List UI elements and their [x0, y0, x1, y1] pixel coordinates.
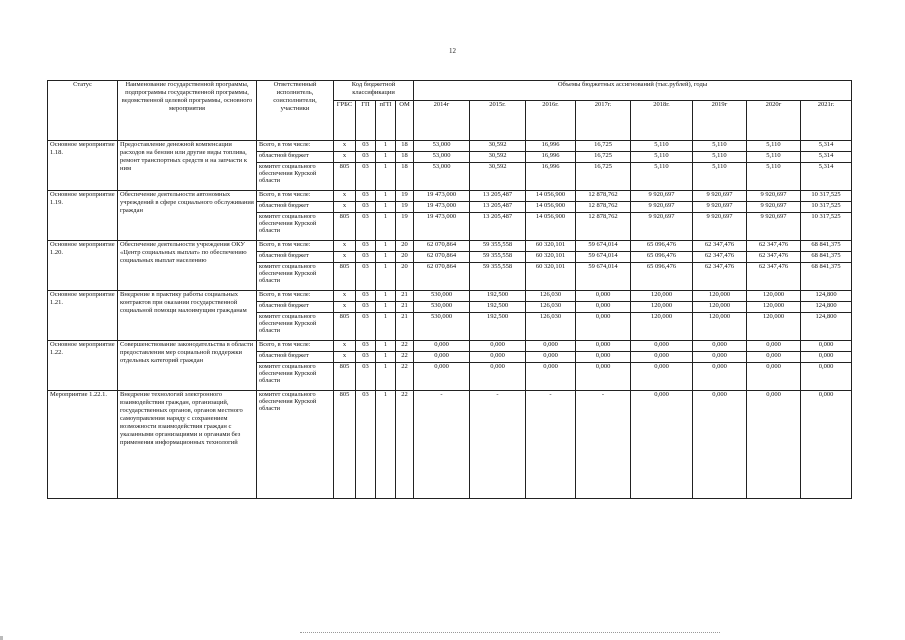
pgp-cell: 1 — [376, 352, 396, 363]
budget-value: 68 841,375 — [801, 252, 852, 263]
budget-value: 0,000 — [526, 352, 576, 363]
budget-value: 0,000 — [526, 341, 576, 352]
budget-value: 60 320,101 — [526, 263, 576, 291]
measure-name: Обеспечение деятельности учреждения ОКУ «Центр социальных выплат» по обеспечению социальных выплат населению — [118, 241, 257, 291]
budget-value: 53,000 — [414, 141, 470, 152]
budget-value: 10 317,525 — [801, 191, 852, 202]
budget-value: 30,592 — [470, 163, 526, 191]
om-cell: 20 — [396, 241, 414, 252]
budget-value: 19 473,000 — [414, 202, 470, 213]
measure-name: Внедрение в практику работы социальных контрактов при оказании государственной социальной помощи малоимущим гражданам — [118, 291, 257, 341]
measure-status: Основное мероприятие 1.18. — [48, 141, 118, 191]
budget-value: 530,000 — [414, 313, 470, 341]
table-row — [48, 141, 852, 152]
om-cell: 18 — [396, 141, 414, 152]
budget-value: 62 070,864 — [414, 252, 470, 263]
gp-cell: 03 — [356, 391, 376, 499]
grbs-cell: x — [334, 141, 356, 152]
grbs-cell: x — [334, 252, 356, 263]
budget-value: 5,110 — [747, 163, 801, 191]
om-cell: 18 — [396, 152, 414, 163]
header-code-col: ГП — [356, 101, 376, 141]
budget-value: 30,592 — [470, 141, 526, 152]
budget-value: - — [470, 391, 526, 499]
om-cell: 19 — [396, 191, 414, 202]
budget-value: 5,110 — [693, 141, 747, 152]
budget-value: 120,000 — [631, 302, 693, 313]
grbs-cell: x — [334, 202, 356, 213]
budget-value: 13 205,487 — [470, 213, 526, 241]
budget-value: 59 355,558 — [470, 241, 526, 252]
header-year: 2021г. — [801, 101, 852, 141]
budget-value: 124,800 — [801, 313, 852, 341]
budget-value: 0,000 — [801, 341, 852, 352]
budget-value: 9 920,697 — [693, 202, 747, 213]
budget-value: 0,000 — [576, 291, 631, 302]
om-cell: 20 — [396, 252, 414, 263]
budget-value: 0,000 — [414, 363, 470, 391]
budget-value: 0,000 — [414, 352, 470, 363]
budget-value: 192,500 — [470, 313, 526, 341]
responsible-cell: комитет социального обеспечения Курской области — [257, 313, 334, 341]
budget-value: 62 347,476 — [747, 263, 801, 291]
om-cell: 19 — [396, 213, 414, 241]
budget-value: 30,592 — [470, 152, 526, 163]
budget-value: 16,725 — [576, 163, 631, 191]
om-cell: 18 — [396, 163, 414, 191]
budget-value: 60 320,101 — [526, 241, 576, 252]
budget-value: 9 920,697 — [747, 213, 801, 241]
gp-cell: 03 — [356, 252, 376, 263]
budget-value: 120,000 — [693, 291, 747, 302]
budget-value: 62 347,476 — [747, 252, 801, 263]
budget-value: 13 205,487 — [470, 202, 526, 213]
gp-cell: 03 — [356, 341, 376, 352]
header-budget-group: Объемы бюджетных ассигнований (тыс.рублей), годы — [414, 81, 852, 101]
budget-value: 0,000 — [631, 363, 693, 391]
budget-value: 9 920,697 — [631, 202, 693, 213]
responsible-cell: областной бюджет — [257, 152, 334, 163]
budget-value: 120,000 — [631, 291, 693, 302]
budget-value: 14 056,900 — [526, 191, 576, 202]
budget-value: 62 347,476 — [693, 241, 747, 252]
header-code-col: ГРБС — [334, 101, 356, 141]
responsible-cell: комитет социального обеспечения Курской области — [257, 213, 334, 241]
budget-value: 0,000 — [470, 341, 526, 352]
budget-value: 120,000 — [747, 291, 801, 302]
budget-value: 59 355,558 — [470, 252, 526, 263]
header-name: Наименование государственной программы, подпрограммы государственной программы, ведомственной целевой программы, основного мероприятия — [118, 81, 257, 141]
responsible-cell: областной бюджет — [257, 202, 334, 213]
budget-value: 5,314 — [801, 141, 852, 152]
grbs-cell: x — [334, 291, 356, 302]
budget-value: 120,000 — [693, 302, 747, 313]
om-cell: 21 — [396, 302, 414, 313]
gp-cell: 03 — [356, 313, 376, 341]
page-number: 12 — [449, 47, 456, 55]
budget-value: 19 473,000 — [414, 191, 470, 202]
pgp-cell: 1 — [376, 263, 396, 291]
budget-value: 60 320,101 — [526, 252, 576, 263]
budget-value: 0,000 — [526, 363, 576, 391]
budget-value: 0,000 — [693, 341, 747, 352]
budget-value: 12 878,762 — [576, 213, 631, 241]
budget-value: 5,314 — [801, 163, 852, 191]
budget-value: 16,725 — [576, 152, 631, 163]
scan-artifact-edge — [0, 636, 3, 640]
budget-value: 192,500 — [470, 291, 526, 302]
grbs-cell: 805 — [334, 363, 356, 391]
responsible-cell: Всего, в том числе: — [257, 291, 334, 302]
budget-value: 53,000 — [414, 163, 470, 191]
budget-value: 68 841,375 — [801, 263, 852, 291]
budget-value: 0,000 — [693, 363, 747, 391]
budget-value: 0,000 — [801, 391, 852, 499]
budget-value: 0,000 — [470, 352, 526, 363]
measure-status: Основное мероприятие 1.19. — [48, 191, 118, 241]
budget-value: 59 674,014 — [576, 241, 631, 252]
budget-value: 16,996 — [526, 141, 576, 152]
budget-value: 16,996 — [526, 152, 576, 163]
budget-value: 124,800 — [801, 302, 852, 313]
pgp-cell: 1 — [376, 302, 396, 313]
table-row — [48, 341, 852, 352]
pgp-cell: 1 — [376, 152, 396, 163]
pgp-cell: 1 — [376, 141, 396, 152]
grbs-cell: x — [334, 241, 356, 252]
grbs-cell: x — [334, 341, 356, 352]
header-year: 2019г — [693, 101, 747, 141]
budget-value: 16,725 — [576, 141, 631, 152]
budget-value: 14 056,900 — [526, 213, 576, 241]
budget-value: 13 205,487 — [470, 191, 526, 202]
responsible-cell: областной бюджет — [257, 302, 334, 313]
budget-value: 126,030 — [526, 313, 576, 341]
responsible-cell: комитет социального обеспечения Курской области — [257, 363, 334, 391]
gp-cell: 03 — [356, 202, 376, 213]
budget-value: 5,110 — [747, 152, 801, 163]
grbs-cell: 805 — [334, 313, 356, 341]
budget-value: 53,000 — [414, 152, 470, 163]
budget-value: 0,000 — [747, 363, 801, 391]
budget-value: 0,000 — [470, 363, 526, 391]
om-cell: 19 — [396, 202, 414, 213]
budget-value: 9 920,697 — [747, 202, 801, 213]
budget-value: 120,000 — [747, 302, 801, 313]
pgp-cell: 1 — [376, 341, 396, 352]
budget-value: 9 920,697 — [631, 213, 693, 241]
gp-cell: 03 — [356, 302, 376, 313]
measure-status: Мероприятие 1.22.1. — [48, 391, 118, 499]
budget-value: 120,000 — [693, 313, 747, 341]
pgp-cell: 1 — [376, 363, 396, 391]
table-row — [48, 241, 852, 252]
measure-name: Внедрение технологий электронного взаимодействия граждан, организаций, государственных органов, органов местного самоуправления наряду с сохранением возможности взаимодействия граждан с указанными организациями и органами без применения информационных технологий — [118, 391, 257, 499]
budget-value: 0,000 — [801, 363, 852, 391]
budget-value: - — [414, 391, 470, 499]
om-cell: 22 — [396, 341, 414, 352]
header-status: Статус — [48, 81, 118, 141]
responsible-cell: Всего, в том числе: — [257, 141, 334, 152]
responsible-cell: областной бюджет — [257, 352, 334, 363]
header-year: 2018г. — [631, 101, 693, 141]
budget-value: 0,000 — [693, 391, 747, 499]
measure-name: Совершенствование законодательства в области предоставления мер социальной поддержки отдельных категорий граждан — [118, 341, 257, 391]
pgp-cell: 1 — [376, 241, 396, 252]
responsible-cell: Всего, в том числе: — [257, 191, 334, 202]
budget-value: - — [576, 391, 631, 499]
budget-value: 0,000 — [801, 352, 852, 363]
grbs-cell: x — [334, 152, 356, 163]
budget-value: 5,314 — [801, 152, 852, 163]
budget-value: 10 317,525 — [801, 213, 852, 241]
table-row — [48, 291, 852, 302]
header-year: 2015г. — [470, 101, 526, 141]
grbs-cell: x — [334, 352, 356, 363]
pgp-cell: 1 — [376, 163, 396, 191]
budget-value: 5,110 — [747, 141, 801, 152]
header-year: 2014г — [414, 101, 470, 141]
budget-value: 9 920,697 — [693, 213, 747, 241]
budget-value: 65 096,476 — [631, 252, 693, 263]
gp-cell: 03 — [356, 213, 376, 241]
header-code-col: ОМ — [396, 101, 414, 141]
budget-value: 0,000 — [747, 391, 801, 499]
budget-value: 5,110 — [631, 141, 693, 152]
pgp-cell: 1 — [376, 202, 396, 213]
gp-cell: 03 — [356, 152, 376, 163]
gp-cell: 03 — [356, 263, 376, 291]
budget-value: 0,000 — [576, 302, 631, 313]
measure-status: Основное мероприятие 1.22. — [48, 341, 118, 391]
budget-value: 9 920,697 — [693, 191, 747, 202]
budget-value: 62 070,864 — [414, 263, 470, 291]
measure-name: Обеспечение деятельности автономных учреждений в сфере социального обслуживания граждан — [118, 191, 257, 241]
om-cell: 21 — [396, 291, 414, 302]
table-row — [48, 191, 852, 202]
grbs-cell: 805 — [334, 391, 356, 499]
budget-value: 0,000 — [576, 313, 631, 341]
header-code-group: Код бюджетной классификации — [334, 81, 414, 101]
measure-status: Основное мероприятие 1.21. — [48, 291, 118, 341]
budget-value: 126,030 — [526, 291, 576, 302]
budget-value: 5,110 — [693, 152, 747, 163]
budget-value: 0,000 — [576, 352, 631, 363]
budget-value: 5,110 — [631, 163, 693, 191]
responsible-cell: комитет социального обеспечения Курской области — [257, 391, 334, 499]
responsible-cell: Всего, в том числе: — [257, 341, 334, 352]
budget-value: 65 096,476 — [631, 241, 693, 252]
budget-value: 530,000 — [414, 302, 470, 313]
header-responsible: Ответственный исполнитель, соисполнители, участники — [257, 81, 334, 141]
budget-value: 0,000 — [631, 391, 693, 499]
budget-value: 530,000 — [414, 291, 470, 302]
budget-value: 124,800 — [801, 291, 852, 302]
budget-value: 16,996 — [526, 163, 576, 191]
header-year: 2016г. — [526, 101, 576, 141]
budget-value: 5,110 — [693, 163, 747, 191]
budget-value: 65 096,476 — [631, 263, 693, 291]
budget-value: 0,000 — [576, 341, 631, 352]
header-year: 2020г — [747, 101, 801, 141]
pgp-cell: 1 — [376, 191, 396, 202]
budget-value: 59 674,014 — [576, 252, 631, 263]
om-cell: 20 — [396, 263, 414, 291]
budget-value: 0,000 — [631, 352, 693, 363]
gp-cell: 03 — [356, 191, 376, 202]
responsible-cell: областной бюджет — [257, 252, 334, 263]
budget-value: 0,000 — [693, 352, 747, 363]
om-cell: 21 — [396, 313, 414, 341]
grbs-cell: 805 — [334, 263, 356, 291]
gp-cell: 03 — [356, 363, 376, 391]
grbs-cell: 805 — [334, 213, 356, 241]
pgp-cell: 1 — [376, 252, 396, 263]
budget-value: 126,030 — [526, 302, 576, 313]
gp-cell: 03 — [356, 352, 376, 363]
budget-value: 9 920,697 — [631, 191, 693, 202]
grbs-cell: x — [334, 191, 356, 202]
responsible-cell: комитет социального обеспечения Курской области — [257, 263, 334, 291]
budget-value: 9 920,697 — [747, 191, 801, 202]
budget-value: 62 070,864 — [414, 241, 470, 252]
budget-value: 62 347,476 — [747, 241, 801, 252]
gp-cell: 03 — [356, 241, 376, 252]
grbs-cell: 805 — [334, 163, 356, 191]
budget-value: 0,000 — [747, 341, 801, 352]
budget-value: 62 347,476 — [693, 263, 747, 291]
budget-value: 192,500 — [470, 302, 526, 313]
header-code-col: пГП — [376, 101, 396, 141]
budget-table — [47, 80, 852, 499]
pgp-cell: 1 — [376, 291, 396, 302]
pgp-cell: 1 — [376, 391, 396, 499]
budget-value: 0,000 — [414, 341, 470, 352]
scan-artifact — [300, 632, 720, 634]
header-year: 2017г. — [576, 101, 631, 141]
budget-value: 14 056,900 — [526, 202, 576, 213]
gp-cell: 03 — [356, 141, 376, 152]
gp-cell: 03 — [356, 291, 376, 302]
table-row — [48, 391, 852, 499]
measure-name: Предоставление денежной компенсации расходов на бензин или другие виды топлива, ремонт транспортных средств и на запчасти к ним — [118, 141, 257, 191]
budget-value: 12 878,762 — [576, 202, 631, 213]
budget-value: 0,000 — [576, 363, 631, 391]
budget-value: 5,110 — [631, 152, 693, 163]
responsible-cell: Всего, в том числе: — [257, 241, 334, 252]
budget-value: 10 317,525 — [801, 202, 852, 213]
budget-value: 59 674,014 — [576, 263, 631, 291]
budget-value: 12 878,762 — [576, 191, 631, 202]
pgp-cell: 1 — [376, 313, 396, 341]
om-cell: 22 — [396, 352, 414, 363]
measure-status: Основное мероприятие 1.20. — [48, 241, 118, 291]
budget-value: 0,000 — [747, 352, 801, 363]
grbs-cell: x — [334, 302, 356, 313]
om-cell: 22 — [396, 391, 414, 499]
budget-value: 0,000 — [631, 341, 693, 352]
responsible-cell: комитет социального обеспечения Курской области — [257, 163, 334, 191]
gp-cell: 03 — [356, 163, 376, 191]
budget-value: 120,000 — [747, 313, 801, 341]
pgp-cell: 1 — [376, 213, 396, 241]
budget-value: - — [526, 391, 576, 499]
budget-value: 68 841,375 — [801, 241, 852, 252]
budget-value: 59 355,558 — [470, 263, 526, 291]
om-cell: 22 — [396, 363, 414, 391]
budget-value: 120,000 — [631, 313, 693, 341]
budget-value: 62 347,476 — [693, 252, 747, 263]
budget-value: 19 473,000 — [414, 213, 470, 241]
